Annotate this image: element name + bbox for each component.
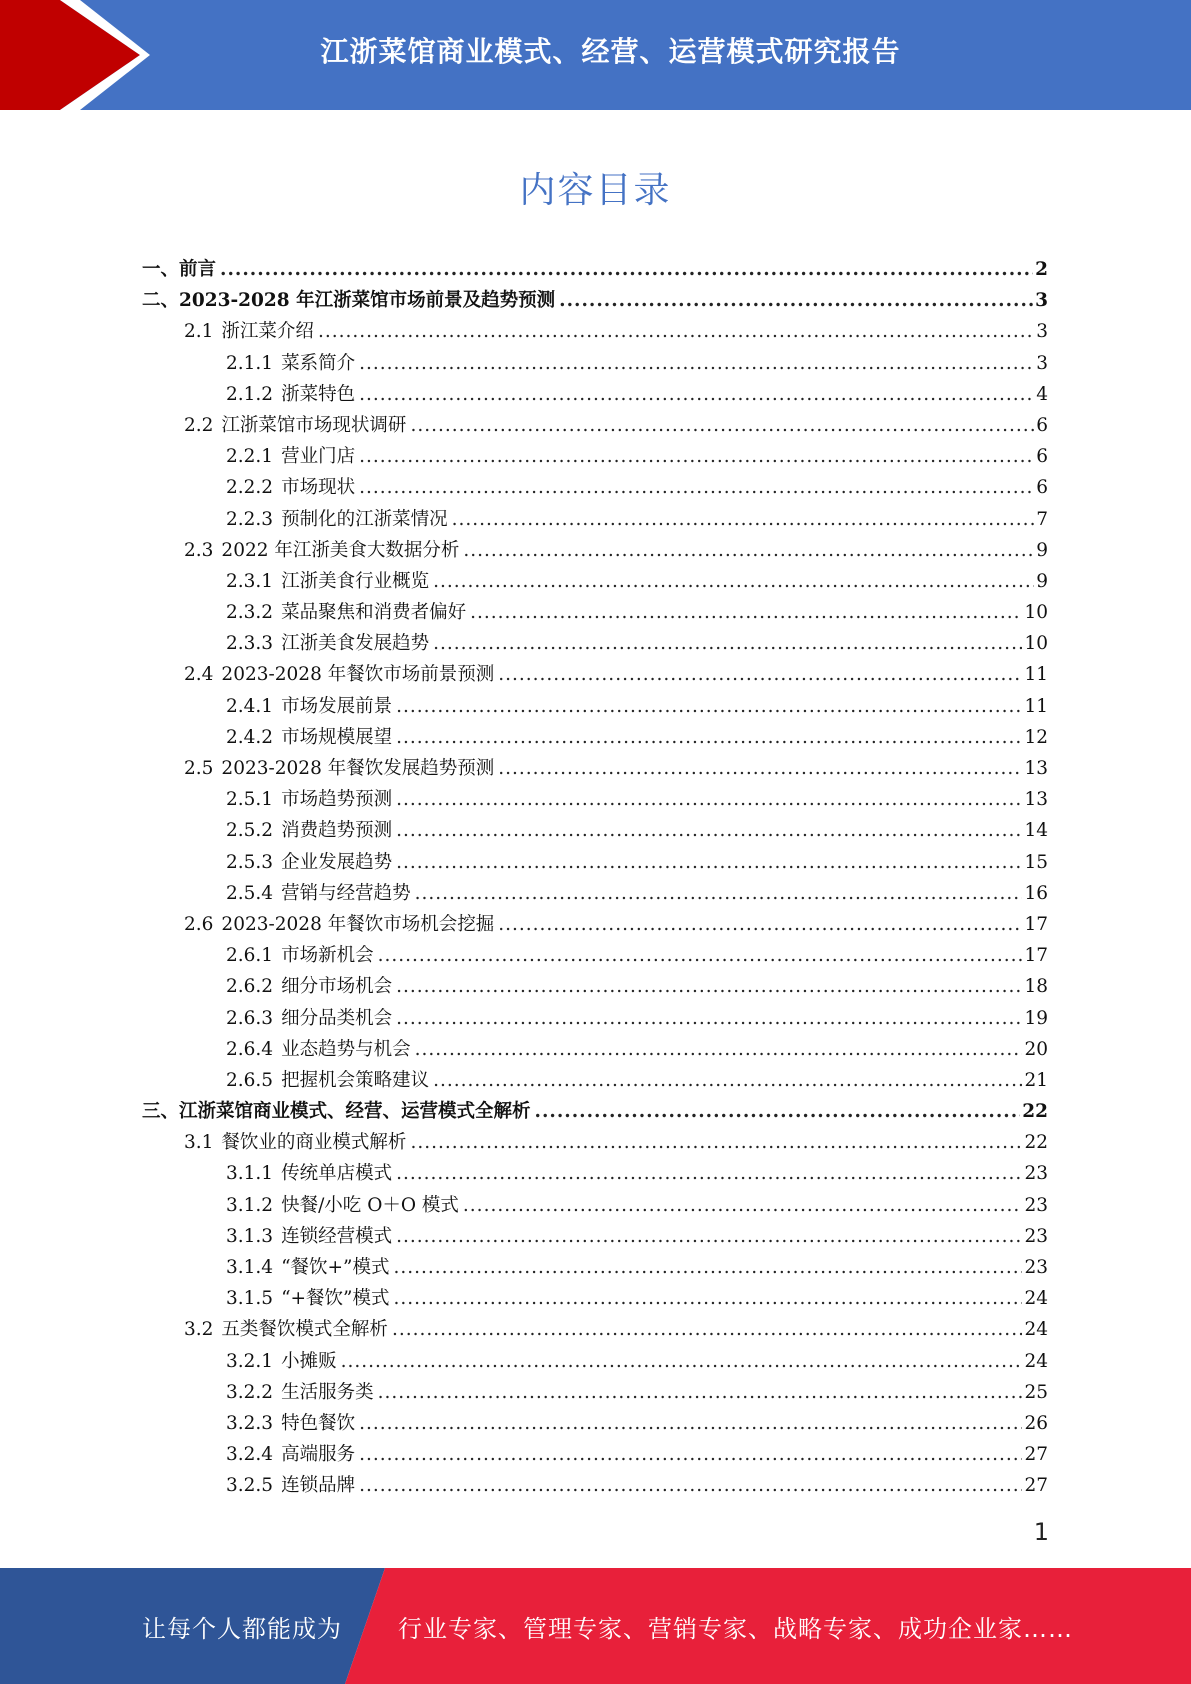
toc-entry-page: 3 — [1035, 290, 1048, 312]
toc-entry-page: 23 — [1024, 1257, 1048, 1278]
toc-entry[interactable] — [142, 1408, 1048, 1439]
toc-entry-number: 2.2.3 — [226, 508, 274, 530]
toc-entry-title: 市场规模展望 — [281, 726, 393, 748]
toc-entry[interactable] — [142, 1252, 1048, 1283]
toc-entry-number: 2.2.1 — [226, 446, 274, 468]
toc-entry-title: 2023-2028 年餐饮市场前景预测 — [221, 664, 495, 686]
toc-entry-page: 11 — [1024, 664, 1048, 686]
toc-entry[interactable] — [142, 1096, 1048, 1127]
toc-title: 内容目录 — [519, 170, 672, 211]
toc-entry[interactable] — [142, 1065, 1048, 1096]
toc-entry-number: 2.3.2 — [226, 602, 274, 624]
toc-entry-number: 2.1.1 — [226, 352, 274, 374]
toc-entry[interactable] — [142, 254, 1048, 285]
toc-entry-title: 高端服务 — [281, 1444, 356, 1466]
toc-entry[interactable] — [142, 815, 1048, 846]
toc-entry-number: 3.1.2 — [226, 1194, 274, 1216]
footer-slogan-right: 行业专家、管理专家、营销专家、战略专家、成功企业家…… — [398, 1614, 1073, 1643]
toc-entry-number: 2.5 — [184, 758, 214, 779]
header-title: 江浙菜馆商业模式、经营、运营模式研究报告 — [320, 35, 901, 68]
toc-dot-leader — [396, 847, 1022, 878]
toc-dot-leader — [396, 1158, 1022, 1189]
toc-entry-number: 2.3.1 — [226, 570, 274, 592]
toc-entry[interactable] — [142, 316, 1048, 347]
toc-dot-leader — [415, 878, 1023, 909]
toc-entry[interactable] — [142, 1003, 1048, 1034]
toc-entry-page: 9 — [1036, 570, 1048, 592]
toc-entry[interactable] — [142, 691, 1048, 722]
toc-entry-number: 2.5.1 — [226, 789, 274, 811]
toc-dot-leader — [359, 1470, 1022, 1501]
toc-entry-number: 三、 — [142, 1101, 180, 1123]
toc-entry[interactable] — [142, 722, 1048, 753]
toc-entry[interactable] — [142, 1127, 1048, 1158]
toc-entry-page: 26 — [1024, 1412, 1048, 1434]
toc-entry-page: 6 — [1036, 414, 1048, 436]
toc-entry-title: 把握机会策略建议 — [281, 1069, 430, 1091]
toc-entry-title: 营业门店 — [281, 446, 356, 468]
toc-entry-number: 2.6.5 — [226, 1069, 274, 1091]
toc-entry-page: 13 — [1024, 789, 1048, 811]
toc-entry-title: 2022 年江浙美食大数据分析 — [221, 539, 460, 561]
toc-dot-leader — [396, 691, 1022, 722]
toc-dot-leader — [359, 1408, 1022, 1439]
toc-dot-leader — [396, 1221, 1022, 1252]
toc-entry-title: 菜系简介 — [281, 352, 356, 374]
toc-entry-title: 细分品类机会 — [281, 1007, 393, 1029]
toc-dot-leader — [433, 1065, 1022, 1096]
toc-entry-number: 2.6.1 — [226, 945, 274, 967]
toc-dot-leader — [392, 1314, 1023, 1345]
toc-dot-leader — [410, 410, 1034, 441]
toc-entry-page: 24 — [1024, 1288, 1048, 1310]
toc-entry-page: 27 — [1024, 1444, 1048, 1466]
toc-entry-page: 15 — [1024, 851, 1048, 873]
toc-dot-leader — [394, 1252, 1023, 1283]
toc-dot-leader — [396, 722, 1022, 753]
toc-dot-leader — [498, 659, 1022, 690]
toc-entry-page: 6 — [1036, 477, 1048, 499]
toc-entry-number: 2.4.2 — [226, 726, 274, 748]
toc-entry-page: 13 — [1024, 758, 1048, 779]
toc-entry-number: 3.1 — [184, 1132, 214, 1154]
toc-entry-title: 市场新机会 — [281, 945, 374, 967]
toc-entry-number: 2.3.3 — [226, 633, 274, 655]
toc-entry[interactable] — [142, 1034, 1048, 1065]
toc-entry-title: 江浙菜馆商业模式、经营、运营模式全解析 — [179, 1101, 531, 1123]
toc-entry-number: 2.5.3 — [226, 851, 274, 873]
toc-entry-number: 3.2.4 — [226, 1444, 274, 1466]
toc-dot-leader — [396, 815, 1022, 846]
toc-entry[interactable] — [142, 441, 1048, 472]
toc-entry-page: 12 — [1024, 726, 1048, 748]
toc-dot-leader — [378, 940, 1023, 971]
page-number: 1 — [1033, 1518, 1049, 1546]
toc-dot-leader — [341, 1346, 1023, 1377]
toc-dot-leader — [415, 1034, 1023, 1065]
toc-entry-title: 业态趋势与机会 — [281, 1038, 411, 1060]
page-header — [0, 0, 1191, 110]
toc-entry[interactable] — [142, 971, 1048, 1002]
toc-entry-number: 3.2.1 — [226, 1350, 274, 1372]
toc-entry-page: 6 — [1036, 446, 1048, 468]
toc-entry-number: 2.6.4 — [226, 1038, 274, 1060]
toc-dot-leader — [359, 1439, 1022, 1470]
toc-entry-number: 2.1.2 — [226, 383, 274, 405]
toc-dot-leader — [359, 348, 1034, 379]
toc-entry-page: 27 — [1024, 1475, 1048, 1497]
toc-entry-title: 细分市场机会 — [281, 976, 393, 998]
toc-entry-number: 3.1.5 — [226, 1288, 274, 1310]
toc-entry-page: 17 — [1024, 913, 1048, 935]
toc-entry[interactable] — [142, 628, 1048, 659]
toc-entry-title: 连锁品牌 — [281, 1475, 356, 1497]
toc-entry-title: 小摊贩 — [281, 1350, 337, 1372]
toc-entry-number: 2.2 — [184, 414, 214, 436]
toc-entry-number: 2.5.2 — [226, 820, 274, 842]
toc-dot-leader — [470, 597, 1022, 628]
toc-entry-number: 3.1.3 — [226, 1225, 274, 1247]
toc-entry-page: 22 — [1022, 1101, 1048, 1123]
toc-dot-leader — [535, 1096, 1021, 1127]
toc-entry-page: 2 — [1035, 259, 1048, 280]
toc-entry-page: 23 — [1024, 1163, 1048, 1185]
toc-dot-leader — [498, 753, 1022, 784]
toc-dot-leader — [433, 566, 1034, 597]
toc-entry[interactable] — [142, 909, 1048, 940]
toc-entry-number: 2.1 — [184, 321, 214, 343]
toc-entry[interactable] — [142, 348, 1048, 379]
toc-entry-title: 2023-2028 年餐饮发展趋势预测 — [221, 758, 495, 779]
toc-entry-page: 3 — [1036, 352, 1048, 374]
toc-entry-page: 10 — [1024, 633, 1048, 655]
toc-entry[interactable] — [142, 784, 1048, 815]
toc-entry[interactable] — [142, 566, 1048, 597]
toc-entry[interactable] — [142, 379, 1048, 410]
toc-entry-number: 3.2.2 — [226, 1381, 274, 1403]
toc-entry-page: 14 — [1024, 820, 1048, 842]
toc-entry[interactable] — [142, 1283, 1048, 1314]
toc-dot-leader — [452, 504, 1035, 535]
toc-dot-leader — [396, 784, 1022, 815]
toc-entry[interactable] — [142, 1470, 1048, 1501]
toc-entry-title: 2023-2028 年餐饮市场机会挖掘 — [221, 913, 495, 935]
toc-entry-page: 3 — [1036, 321, 1048, 343]
toc-dot-leader — [359, 472, 1034, 503]
toc-entry-page: 22 — [1024, 1132, 1048, 1154]
toc-dot-leader — [220, 254, 1033, 285]
toc-dot-leader — [410, 1127, 1022, 1158]
toc-entry[interactable] — [142, 1190, 1048, 1221]
toc-entry-title: 市场趋势预测 — [281, 789, 393, 811]
toc-entry-number: 3.1.1 — [226, 1163, 274, 1185]
toc-entry-number: 3.2.3 — [226, 1412, 274, 1434]
toc-entry[interactable] — [142, 753, 1048, 784]
toc-dot-leader — [463, 1190, 1023, 1221]
toc-entry-title: 连锁经营模式 — [281, 1225, 393, 1247]
toc-entry-page: 7 — [1036, 508, 1048, 530]
toc-entry[interactable] — [142, 1314, 1048, 1345]
toc-entry[interactable] — [142, 285, 1048, 316]
toc-dot-leader — [318, 316, 1034, 347]
toc-entry-title: 江浙美食发展趋势 — [281, 633, 430, 655]
toc-entry[interactable] — [142, 1158, 1048, 1189]
toc-entry-page: 4 — [1036, 383, 1048, 405]
toc-entry-number: 3.2.5 — [226, 1475, 274, 1497]
toc-entry-number: 一、 — [142, 259, 180, 280]
toc-entry-page: 24 — [1024, 1350, 1048, 1372]
toc-entry-title: 企业发展趋势 — [281, 851, 393, 873]
toc-entry[interactable] — [142, 940, 1048, 971]
toc-entry-title: 浙江菜介绍 — [221, 321, 314, 343]
toc-entry-number: 2.3 — [184, 539, 214, 561]
toc-entry-title: 营销与经营趋势 — [281, 882, 411, 904]
toc-entry-page: 17 — [1024, 945, 1048, 967]
toc-entry-page: 23 — [1024, 1194, 1048, 1216]
toc-entry-page: 19 — [1024, 1007, 1048, 1029]
toc-dot-leader — [559, 285, 1033, 316]
toc-entry-title: 预制化的江浙菜情况 — [281, 508, 448, 530]
table-of-contents — [142, 254, 1048, 1502]
toc-entry-title: 特色餐饮 — [281, 1412, 356, 1434]
toc-entry-number: 2.6.3 — [226, 1007, 274, 1029]
toc-entry-title: 生活服务类 — [281, 1381, 374, 1403]
toc-entry-page: 16 — [1024, 882, 1048, 904]
toc-dot-leader — [378, 1377, 1023, 1408]
toc-dot-leader — [359, 441, 1034, 472]
footer-slogan-left: 让每个人都能成为 — [142, 1614, 342, 1643]
toc-entry-number: 3.2 — [184, 1319, 214, 1341]
toc-entry-title: 餐饮业的商业模式解析 — [221, 1132, 407, 1154]
toc-entry-title: “餐饮+”模式 — [281, 1257, 390, 1278]
toc-entry-number: 3.1.4 — [226, 1257, 274, 1278]
toc-entry-title: 前言 — [179, 259, 217, 280]
toc-entry-number: 2.4.1 — [226, 695, 274, 717]
toc-entry-page: 20 — [1024, 1038, 1048, 1060]
toc-entry-title: 市场发展前景 — [281, 695, 393, 717]
toc-entry-title: 传统单店模式 — [281, 1163, 393, 1185]
page-footer — [0, 1568, 1191, 1684]
toc-entry-number: 2.6 — [184, 913, 214, 935]
toc-entry-page: 11 — [1024, 695, 1048, 717]
toc-entry-page: 24 — [1024, 1319, 1048, 1341]
toc-entry-number: 2.6.2 — [226, 976, 274, 998]
toc-entry[interactable] — [142, 878, 1048, 909]
toc-dot-leader — [463, 535, 1034, 566]
toc-entry[interactable] — [142, 597, 1048, 628]
toc-entry[interactable] — [142, 1377, 1048, 1408]
toc-entry-page: 25 — [1024, 1381, 1048, 1403]
toc-dot-leader — [433, 628, 1022, 659]
toc-entry-number: 2.2.2 — [226, 477, 274, 499]
toc-entry-number: 2.5.4 — [226, 882, 274, 904]
toc-entry-title: 市场现状 — [281, 477, 356, 499]
toc-entry-number: 二、 — [142, 290, 180, 312]
toc-entry-title: 五类餐饮模式全解析 — [221, 1319, 388, 1341]
toc-entry-title: 菜品聚焦和消费者偏好 — [281, 602, 467, 624]
toc-dot-leader — [498, 909, 1022, 940]
toc-entry-title: “+餐饮”模式 — [281, 1288, 390, 1310]
toc-entry-title: 快餐/小吃 O＋O 模式 — [281, 1194, 459, 1216]
toc-entry[interactable] — [142, 847, 1048, 878]
toc-entry-page: 23 — [1024, 1225, 1048, 1247]
toc-entry-number: 2.4 — [184, 664, 214, 686]
toc-entry[interactable] — [142, 659, 1048, 690]
toc-entry-page: 10 — [1024, 602, 1048, 624]
toc-entry-title: 浙菜特色 — [281, 383, 356, 405]
toc-entry[interactable] — [142, 1346, 1048, 1377]
toc-entry[interactable] — [142, 504, 1048, 535]
toc-entry-page: 18 — [1024, 976, 1048, 998]
toc-entry[interactable] — [142, 1439, 1048, 1470]
toc-dot-leader — [396, 971, 1022, 1002]
toc-dot-leader — [396, 1003, 1022, 1034]
toc-entry-title: 2023-2028 年江浙菜馆市场前景及趋势预测 — [179, 290, 556, 312]
toc-entry[interactable] — [142, 1221, 1048, 1252]
toc-entry-page: 21 — [1024, 1069, 1048, 1091]
toc-entry-title: 江浙菜馆市场现状调研 — [221, 414, 407, 436]
toc-dot-leader — [394, 1283, 1023, 1314]
toc-dot-leader — [359, 379, 1034, 410]
toc-entry[interactable] — [142, 472, 1048, 503]
toc-entry-title: 消费趋势预测 — [281, 820, 393, 842]
toc-entry[interactable] — [142, 535, 1048, 566]
toc-entry-title: 江浙美食行业概览 — [281, 570, 430, 592]
toc-entry-page: 9 — [1036, 539, 1048, 561]
toc-entry[interactable] — [142, 410, 1048, 441]
